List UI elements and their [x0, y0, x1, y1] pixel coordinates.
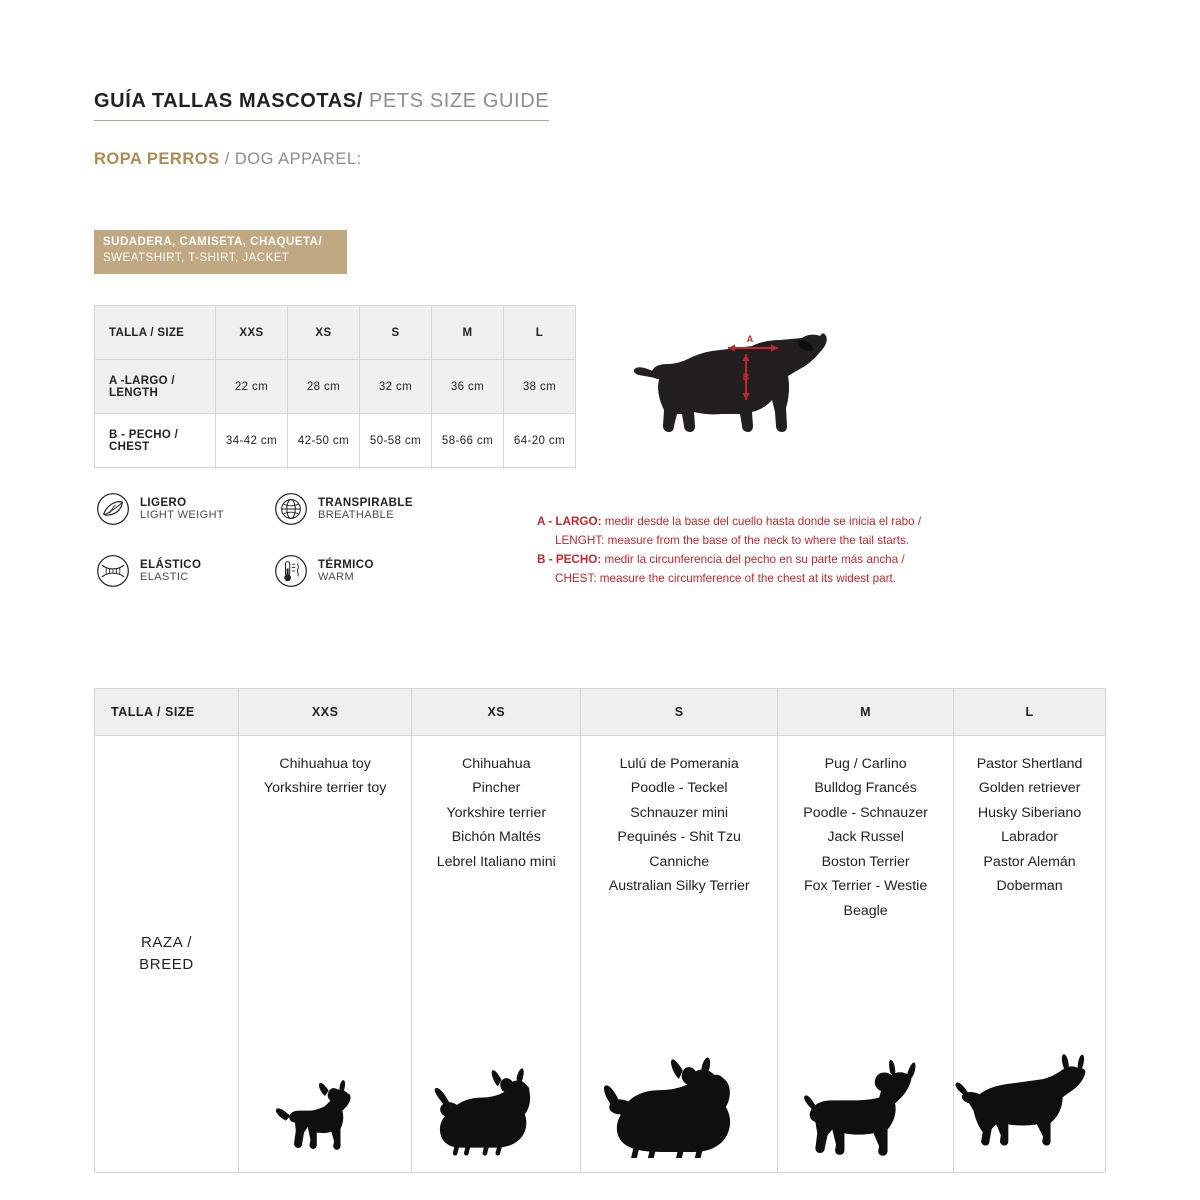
breed-name: Golden retriever: [978, 780, 1081, 797]
breed-names-s: [587, 752, 771, 899]
thermometer-icon: [274, 554, 308, 588]
breed-name: Schnauzer mini: [630, 804, 729, 821]
breed-name: Poodle - Teckel: [630, 780, 728, 797]
bulldog-silhouette: [778, 1054, 953, 1158]
breed-header-xs: XS: [412, 689, 581, 736]
chest-xxs: 34-42 cm: [216, 414, 288, 468]
garment-type-en: SWEATSHIRT, T-SHIRT, JACKET: [103, 251, 290, 264]
dog-measurement-diagram: [630, 322, 850, 452]
chihuahua-silhouette: [239, 1076, 411, 1158]
breed-names-l: [960, 752, 1099, 899]
breed-table-row: [95, 736, 1106, 1173]
breed-header-size: TALLA / SIZE: [95, 689, 239, 736]
breed-name: Yorkshire terrier toy: [263, 780, 387, 797]
chest-xs: 42-50 cm: [288, 414, 360, 468]
measurement-header-xxs: XXS: [216, 306, 288, 360]
measurement-table: [94, 305, 576, 468]
feature-elastic: [96, 554, 201, 588]
doberman-silhouette: [954, 1038, 1105, 1158]
note-length: [537, 513, 1017, 551]
feature-light-weight-text: [140, 497, 224, 521]
breed-name: Canniche: [649, 853, 710, 870]
breed-cell-s: [581, 736, 778, 1173]
row-label-length: A -LARGO / LENGTH: [95, 360, 216, 414]
feature-breathable: [274, 492, 413, 526]
feature-elastic-en: ELASTIC: [140, 571, 189, 583]
breed-name: Pastor Alemán: [983, 853, 1076, 870]
breed-name: Jack Russel: [827, 829, 904, 846]
elastic-icon: [96, 554, 130, 588]
note-length-text: medir desde la base del cuello hasta donde se inicia el rabo /: [601, 515, 922, 528]
page-title-text: [94, 90, 549, 121]
breed-name: Chihuahua: [461, 756, 531, 772]
breed-name: Lulú de Pomerania: [619, 756, 739, 772]
note-length-en: LENGHT: measure from the base of the neck to where the tail starts.: [555, 533, 910, 547]
breed-header-xxs: XXS: [239, 689, 412, 736]
breed-cell-xs: [412, 736, 581, 1173]
garment-type-banner: [94, 230, 347, 274]
chest-s: 50-58 cm: [360, 414, 432, 468]
chest-l: 64-20 cm: [504, 414, 576, 468]
breed-name: Fox Terrier - Westie: [803, 878, 928, 895]
breed-name: Poodle - Schnauzer: [803, 804, 928, 821]
section-subtitle-es: ROPA PERROS: [94, 150, 225, 168]
breed-name: Australian Silky Terrier: [608, 878, 750, 895]
feature-breathable-text: [318, 497, 413, 521]
breed-name: Labrador: [1001, 829, 1058, 846]
measurement-header-s: S: [360, 306, 432, 360]
length-xxs: 22 cm: [216, 360, 288, 414]
length-s: 32 cm: [360, 360, 432, 414]
breed-cell-l: [954, 736, 1106, 1173]
breed-header-m: M: [778, 689, 954, 736]
measurement-notes: [537, 513, 1017, 589]
breed-table: [94, 688, 1106, 1173]
breed-names-xxs: [245, 752, 405, 801]
feature-warm-en: WARM: [318, 571, 355, 583]
length-m: 36 cm: [432, 360, 504, 414]
note-chest: [537, 551, 1017, 589]
page-title-en: PETS SIZE GUIDE: [362, 90, 550, 112]
breed-name: Boston Terrier: [821, 853, 910, 870]
feature-breathable-es: TRANSPIRABLE: [318, 497, 413, 509]
note-length-bold: A - LARGO:: [537, 515, 602, 528]
measurement-header-m: M: [432, 306, 504, 360]
page-title-es: GUÍA TALLAS MASCOTAS/: [94, 90, 363, 112]
feature-elastic-text: [140, 559, 201, 583]
breed-names-xs: [418, 752, 574, 874]
measurement-header-xs: XS: [288, 306, 360, 360]
breed-row-label: [95, 736, 239, 1173]
feature-warm: [274, 554, 374, 588]
breed-name: Beagle: [843, 902, 888, 919]
breed-table-header-row: [95, 689, 1106, 736]
breed-row-label-es: RAZA /: [140, 933, 193, 951]
breed-header-s: S: [581, 689, 778, 736]
breed-name: Pug / Carlino: [824, 756, 907, 772]
page-title: [94, 90, 794, 121]
spitz-silhouette: [581, 1054, 777, 1158]
section-subtitle: [94, 150, 362, 169]
table-header-row: [95, 306, 576, 360]
breed-name: Yorkshire terrier: [446, 804, 547, 821]
note-chest-bold: B - PECHO:: [537, 552, 602, 566]
breed-name: Bichón Maltés: [451, 829, 541, 846]
feature-light-weight-en: LIGHT WEIGHT: [140, 509, 225, 521]
feature-elastic-es: ELÁSTICO: [140, 559, 202, 571]
note-chest-text: medir la circunferencia del pecho en su parte más ancha /: [601, 552, 905, 566]
breed-name: Husky Siberiano: [977, 804, 1082, 821]
length-xs: 28 cm: [288, 360, 360, 414]
feature-light-weight: [96, 492, 224, 526]
garment-type-es: SUDADERA, CAMISETA, CHAQUETA/: [103, 236, 323, 248]
breed-name: Pequinés - Shit Tzu: [617, 829, 741, 846]
breed-row-label-en: BREED: [139, 956, 194, 973]
breed-cell-m: [778, 736, 954, 1173]
breed-name: Bulldog Francés: [814, 780, 917, 797]
measurement-header-size: TALLA / SIZE: [95, 306, 216, 360]
feature-light-weight-es: LIGERO: [140, 497, 187, 509]
breathable-icon: [274, 492, 308, 526]
breed-header-l: L: [954, 689, 1106, 736]
section-subtitle-en: / DOG APPAREL:: [224, 150, 362, 168]
row-label-chest: B - PECHO / CHEST: [95, 414, 216, 468]
breed-name: Pastor Shertland: [976, 756, 1083, 772]
svg-text:B: B: [742, 372, 750, 382]
svg-text:A: A: [746, 334, 754, 344]
table-row-chest: [95, 414, 576, 468]
breed-name: Chihuahua toy: [279, 756, 371, 772]
breed-names-m: [784, 752, 947, 923]
feather-icon: [96, 492, 130, 526]
breed-name: Lebrel Italiano mini: [436, 853, 556, 870]
measurement-header-l: L: [504, 306, 576, 360]
feature-warm-text: [318, 559, 374, 583]
feature-breathable-en: BREATHABLE: [318, 509, 394, 521]
breed-cell-xxs: [239, 736, 412, 1173]
chest-m: 58-66 cm: [432, 414, 504, 468]
breed-name: Doberman: [996, 878, 1063, 895]
feature-warm-es: TÉRMICO: [318, 559, 374, 571]
breed-name: Pincher: [472, 780, 521, 797]
pomeranian-small-silhouette: [412, 1063, 580, 1158]
table-row-length: [95, 360, 576, 414]
note-chest-en: CHEST: measure the circumference of the chest at its widest part.: [555, 571, 897, 585]
length-l: 38 cm: [504, 360, 576, 414]
